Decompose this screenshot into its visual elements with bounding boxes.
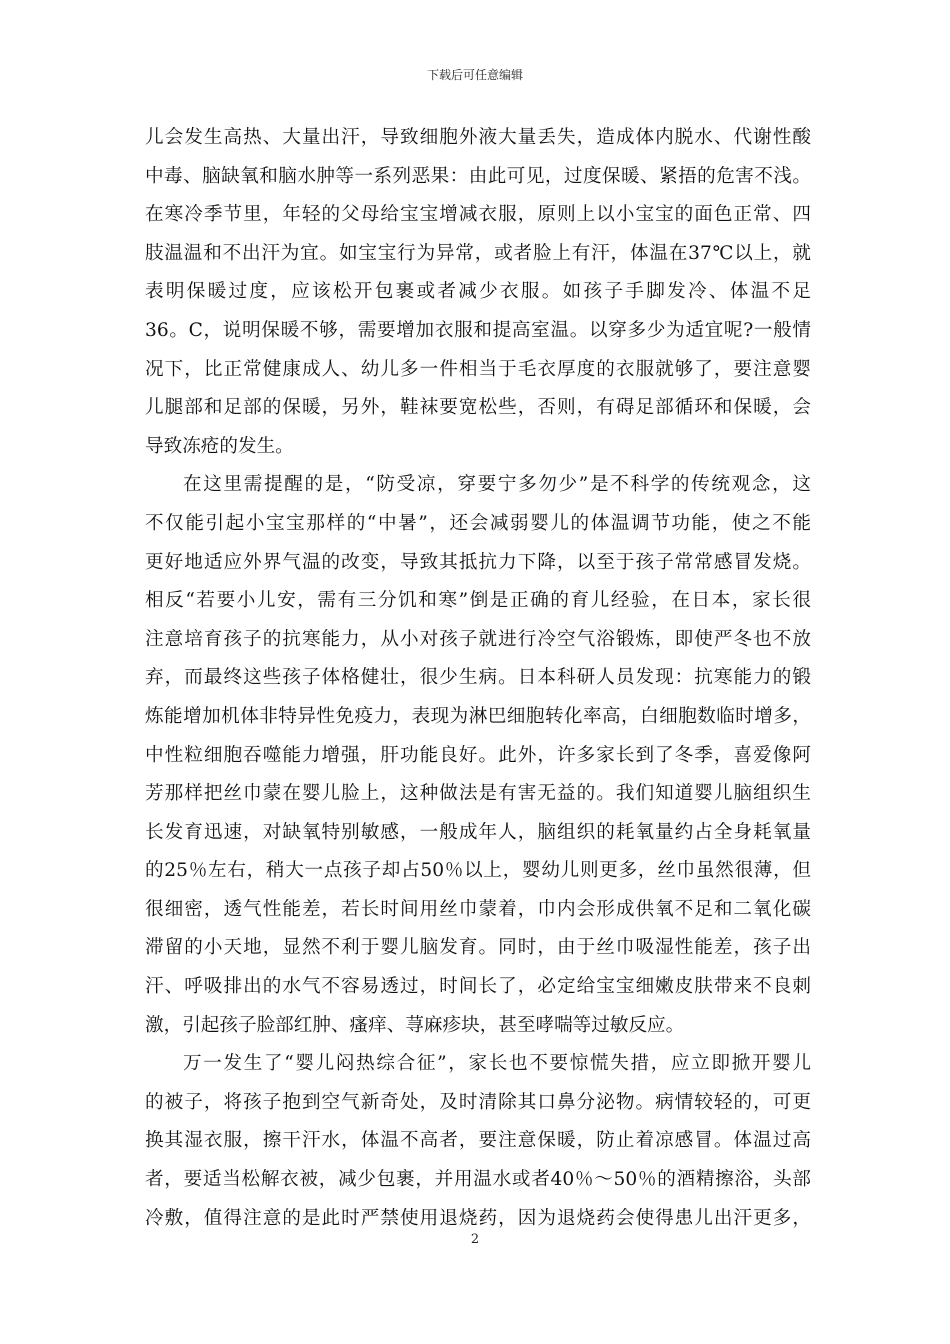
text-line: 在寒冷季节里，年轻的父母给宝宝增减衣服，原则上以小宝宝的面色正常、四 [145,204,811,226]
text-line: 儿腿部和足部的保暖，另外，鞋袜要宽松些，否则，有碍足部循环和保暖，会 [145,397,811,419]
text-line: 汗、呼吸排出的水气不容易透过，时间长了，必定给宝宝细嫩皮肤带来不良刺 [145,976,811,998]
text-line: 换其湿衣服，擦干汗水，体温不高者，要注意保暖，防止着凉感冒。体温过高 [145,1130,811,1152]
text-line: 的25％左右，稍大一点孩子却占50％以上，婴幼儿则更多，丝巾虽然很薄，但 [145,860,811,882]
text-line: 芳那样把丝巾蒙在婴儿脸上，这种做法是有害无益的。我们知道婴儿脑组织生 [145,783,811,805]
text-line: 中毒、脑缺氧和脑水肿等一系列恶果：由此可见，过度保暖、紧捂的危害不浅。 [145,165,811,187]
text-line: 不仅能引起小宝宝那样的“中暑”，还会减弱婴儿的体温调节功能，使之不能 [145,512,811,534]
page-header: 下载后可任意编辑 [426,68,523,82]
page-number: 2 [470,1232,480,1247]
text-line: 注意培育孩子的抗寒能力，从小对孩子就进行冷空气浴锻炼，即使严冬也不放 [145,628,811,650]
paragraph [145,466,811,1045]
text-line: 激，引起孩子脸部红肿、瘙痒、荨麻疹块，甚至哮喘等过敏反应。 [145,1014,685,1036]
body-text [145,119,811,1238]
text-line: 很细密，透气性能差，若长时间用丝巾蒙着，巾内会形成供氧不足和二氧化碳 [145,898,811,920]
text-line: 36。C，说明保暖不够，需要增加衣服和提高室温。以穿多少为适宜呢?一般情 [145,319,811,341]
text-line: 肢温温和不出汗为宜。如宝宝行为异常，或者脸上有汗，体温在37℃以上，就 [145,242,811,264]
text-line: 的被子，将孩子抱到空气新奇处，及时清除其口鼻分泌物。病情较轻的，可更 [145,1091,811,1113]
text-line: 炼能增加机体非特异性免疫力，表现为淋巴细胞转化率高，白细胞数临时增多， [145,705,811,727]
text-line: 万一发生了“婴儿闷热综合征”，家长也不要惊慌失措，应立即掀开婴儿 [183,1053,811,1075]
text-line: 冷敷，值得注意的是此时严禁使用退烧药，因为退烧药会使得患儿出汗更多， [145,1207,811,1229]
text-line: 导致冻疮的发生。 [145,435,294,457]
text-line: 滞留的小天地，显然不利于婴儿脑发育。同时，由于丝巾吸湿性能差，孩子出 [145,937,811,959]
text-line: 在这里需提醒的是，“防受凉，穿要宁多勿少”是不科学的传统观念，这 [183,474,811,496]
text-line: 中性粒细胞吞噬能力增强，肝功能良好。此外，许多家长到了冬季，喜爱像阿 [145,744,811,766]
text-line: 相反“若要小儿安，需有三分饥和寒”倒是正确的育儿经验，在日本，家长很 [145,590,811,612]
paragraph [145,119,811,466]
text-line: 弃，而最终这些孩子体格健壮，很少生病。日本科研人员发现：抗寒能力的锻 [145,667,811,689]
text-line: 者，要适当松解衣被，减少包裹，并用温水或者40％～50％的酒精擦浴，头部 [145,1169,811,1191]
text-line: 更好地适应外界气温的改变，导致其抵抗力下降，以至于孩子常常感冒发烧。 [145,551,811,573]
text-line: 表明保暖过度，应该松开包裹或者减少衣服。如孩子手脚发冷、体温不足 [145,281,811,303]
paragraph [145,1045,811,1238]
text-line: 长发育迅速，对缺氧特别敏感，一般成年人，脑组织的耗氧量约占全身耗氧量 [145,821,811,843]
text-line: 况下，比正常健康成人、幼儿多一件相当于毛衣厚度的衣服就够了，要注意婴 [145,358,811,380]
text-line: 儿会发生高热、大量出汗，导致细胞外液大量丢失，造成体内脱水、代谢性酸 [145,127,811,148]
